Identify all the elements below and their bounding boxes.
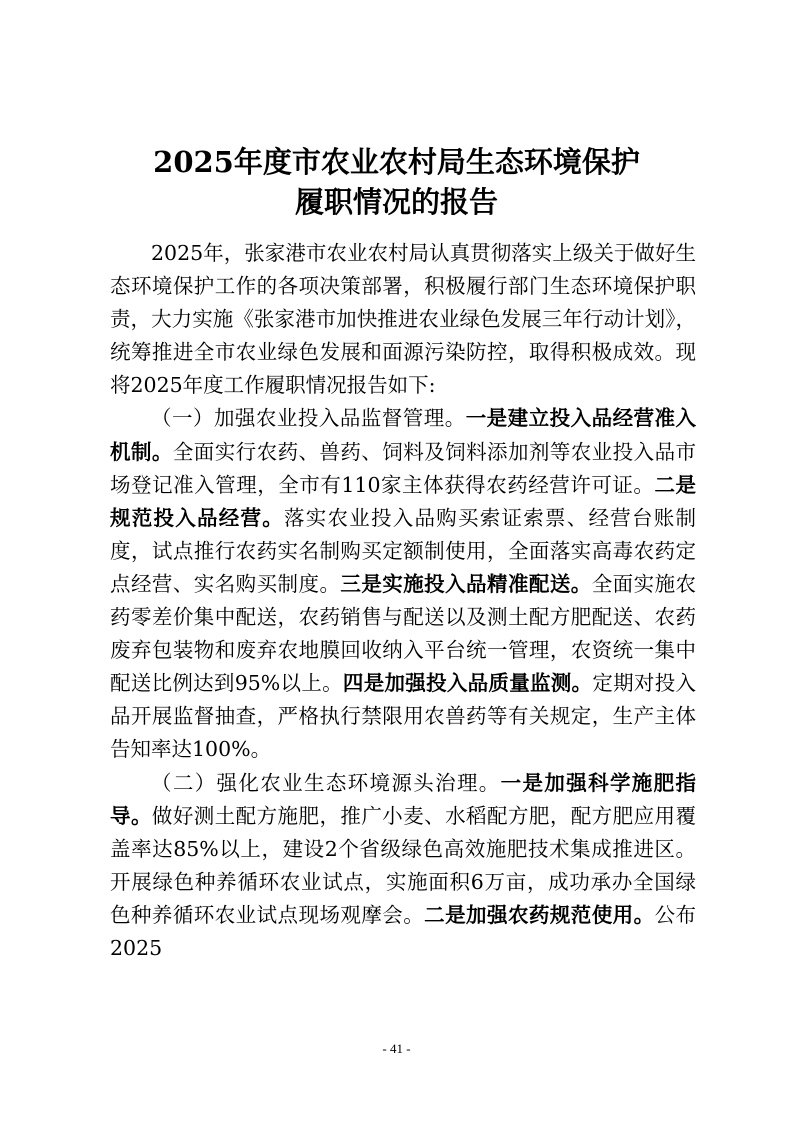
section-2-heading: （二）强化农业生态环境源头治理。: [151, 770, 501, 795]
section-2-paragraph: [110, 767, 696, 966]
section-1-item-4-title: 四是加强投入品质量监测。: [342, 671, 593, 696]
section-1-item-4-text: 定期对投入品开展监督抽查，严格执行禁限用农兽药等有关规定，生产主体告知率达100%。: [110, 671, 697, 762]
intro-paragraph: [110, 237, 696, 402]
section-1-item-1-text: 全面实行农药、兽药、饲料及饲料添加剂等农业投入品市场登记准入管理，全市有110家主体获得农药经营许可证。: [110, 439, 697, 497]
section-1-paragraph: [110, 402, 696, 766]
section-1-heading: （一）加强农业投入品监督管理。: [151, 406, 466, 431]
section-1-item-3-title: 三是实施投入品精准配送。: [340, 571, 592, 596]
section-2-item-1-text: 做好测土配方施肥，推广小麦、水稻配方肥，配方肥应用覆盖率达85%以上，建设2个省级绿色高效施肥技术集成推进区。开展绿色种养循环农业试点，实施面积6万亩，成功承办全国绿色种养循环农业试点现场观摩会。: [110, 803, 697, 927]
section-1-item-2-text: 落实农业投入品购买索证索票、经营台账制度，试点推行农药实名制购买定额制使用，全面落实高毒农药定点经营、实名购买制度。: [110, 505, 696, 596]
section-2-item-1-title: 一是加强科学施肥指导。: [110, 770, 697, 828]
section-2-item-2-title: 二是加强农药规范使用。: [424, 902, 655, 927]
title-line-2: 履职情况的报告: [294, 185, 498, 219]
document-body: [110, 237, 696, 965]
section-1-item-2-title: 二是规范投入品经营。: [110, 472, 696, 530]
section-2-item-2-text: 公布2025: [110, 902, 697, 960]
title-line-1: 2025年度市农业农村局生态环境保护: [153, 145, 640, 179]
page-number: - 41 -: [382, 1041, 411, 1056]
section-1-item-3-text: 全面实施农药零差价集中配送，农药销售与配送以及测土配方肥配送、农药废弃包装物和废弃农地膜回收纳入平台统一管理，农资统一集中配送比例达到95%以上。: [110, 571, 697, 696]
intro-text: 2025年，张家港市农业农村局认真贯彻落实上级关于做好生态环境保护工作的各项决策部署，积极履行部门生态环境保护职责，大力实施《张家港市加快推进农业绿色发展三年行动计划》，统筹推进全市农业绿色发展和面源污染防控，取得积极成效。现将2025年度工作履职情况报告如下:: [110, 241, 696, 398]
section-1-item-1-title: 一是建立投入品经营准入机制。: [110, 406, 697, 464]
